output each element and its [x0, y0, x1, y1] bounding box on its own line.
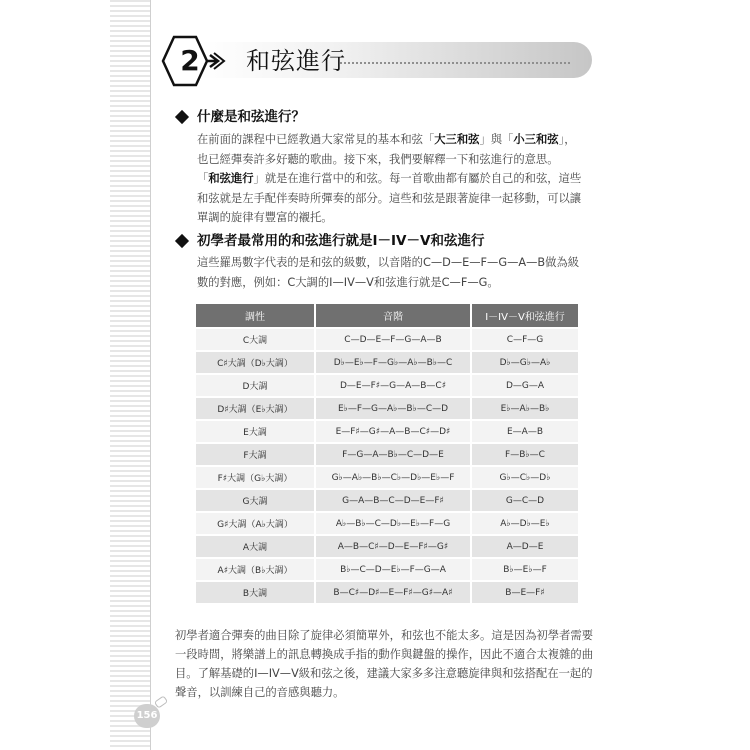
key-cell: G大調 — [196, 490, 314, 511]
key-cell: F大調 — [196, 444, 314, 465]
term-chord-progression: 和弦進行 — [208, 172, 254, 185]
chapter-title: 和弦進行 — [246, 47, 346, 75]
scale-cell: E—F♯—G♯—A—B—C♯—D♯ — [316, 421, 470, 442]
scale-cell: D—E—F♯—G—A—B—C♯ — [316, 375, 470, 396]
paragraph — [197, 169, 582, 228]
scale-cell: D♭—E♭—F—G♭—A♭—B♭—C — [316, 352, 470, 373]
key-cell: F♯大調（G♭大調） — [196, 467, 314, 488]
section-body-i-iv-v — [197, 253, 582, 292]
text-span: 在前面的課程中已經教過大家常見的基本和弦「 — [197, 133, 435, 146]
table-header-row — [196, 304, 578, 327]
table-row — [196, 513, 578, 534]
page-number: 156 — [134, 704, 160, 728]
scale-cell: F—G—A—B♭—C—D—E — [316, 444, 470, 465]
table-row — [196, 398, 578, 419]
chords-cell: E—A—B — [472, 421, 578, 442]
table-row — [196, 467, 578, 488]
text-span: 「 — [197, 172, 209, 185]
section-body-what-is — [197, 130, 582, 228]
key-cell: B大調 — [196, 582, 314, 603]
scale-cell: B♭—C—D—E♭—F—G—A — [316, 559, 470, 580]
scale-cell: A—B—C♯—D—E—F♯—G♯ — [316, 536, 470, 557]
chords-cell: A♭—D♭—E♭ — [472, 513, 578, 534]
term-major-triad: 大三和弦 — [434, 133, 480, 146]
margin-rule — [150, 0, 151, 750]
text-span: 」與「 — [479, 133, 514, 146]
chords-cell: C—F—G — [472, 329, 578, 350]
chords-cell: F—B♭—C — [472, 444, 578, 465]
paragraph: 這些羅馬數字代表的是和弦的級數，以音階的C—D—E—F—G—A—B做為級數的對應，例如：C大調的I—IV—V和弦進行就是C—F—G。 — [197, 256, 580, 289]
diamond-bullet-icon — [175, 109, 189, 123]
term-minor-triad: 小三和弦 — [513, 133, 559, 146]
table-header-cell: 音階 — [316, 304, 470, 327]
chord-progression-table — [196, 304, 578, 605]
key-cell: C大調 — [196, 329, 314, 350]
section-heading-text: 什麼是和弦進行？ — [197, 109, 305, 125]
text-span: 」就是在進行當中的和弦。每一首歌曲都有屬於自己的和弦，這些和弦就是左手配伴奏時所彈奏的部分。這些和弦是跟著旋律一起移動，可以讓單調的旋律有豐富的襯托。 — [197, 172, 582, 224]
chords-cell: G♭—C♭—D♭ — [472, 467, 578, 488]
section-heading-text: 初學者最常用的和弦進行就是I－IV－V和弦進行 — [197, 233, 485, 249]
key-cell: C♯大調（D♭大調） — [196, 352, 314, 373]
scale-cell: E♭—F—G—A♭—B♭—C—D — [316, 398, 470, 419]
table-row — [196, 352, 578, 373]
section-heading-what-is — [175, 108, 305, 126]
chords-cell: A—D—E — [472, 536, 578, 557]
scale-cell: B—C♯—D♯—E—F♯—G♯—A♯ — [316, 582, 470, 603]
scale-cell: A♭—B♭—C—D♭—E♭—F—G — [316, 513, 470, 534]
table-row — [196, 421, 578, 442]
table-row — [196, 375, 578, 396]
table-header-cell: I－IV－V和弦進行 — [472, 304, 578, 327]
chords-cell: G—C—D — [472, 490, 578, 511]
margin-stripes — [110, 0, 150, 750]
table-row — [196, 444, 578, 465]
table-row — [196, 536, 578, 557]
key-cell: A♯大調（B♭大調） — [196, 559, 314, 580]
chords-cell: B♭—E♭—F — [472, 559, 578, 580]
chords-cell: B—E—F♯ — [472, 582, 578, 603]
key-cell: A大調 — [196, 536, 314, 557]
key-cell: D大調 — [196, 375, 314, 396]
paragraph: 初學者適合彈奏的曲目除了旋律必須簡單外，和弦也不能太多。這是因為初學者需要一段時間，將樂譜上的訊息轉換成手指的動作與鍵盤的操作，因此不適合太複雜的曲目。了解基礎的I—IV—V級和弦之後，建議大家多多注意聽旋律與和弦搭配在一起的聲音，以訓練自己的音感與聽力。 — [175, 629, 593, 699]
table-row — [196, 559, 578, 580]
table-header-cell: 調性 — [196, 304, 314, 327]
chords-cell: D♭—G♭—A♭ — [472, 352, 578, 373]
chords-cell: E♭—A♭—B♭ — [472, 398, 578, 419]
table-row — [196, 582, 578, 603]
paragraph — [197, 130, 582, 169]
scale-cell: C—D—E—F—G—A—B — [316, 329, 470, 350]
chapter-title-dotted-line — [340, 62, 570, 66]
table-row — [196, 490, 578, 511]
key-cell: E大調 — [196, 421, 314, 442]
scale-cell: G—A—B—C—D—E—F♯ — [316, 490, 470, 511]
chapter-number: 2 — [180, 44, 200, 77]
section-heading-i-iv-v — [175, 232, 484, 250]
key-cell: G♯大調（A♭大調） — [196, 513, 314, 534]
key-cell: D♯大調（E♭大調） — [196, 398, 314, 419]
text-span: 」，也已經彈奏許多好聽的歌曲。接下來，我們要解釋一下和弦進行的意思。 — [197, 133, 576, 166]
diamond-bullet-icon — [175, 233, 189, 247]
table-row — [196, 329, 578, 350]
closing-paragraph — [175, 626, 595, 702]
scale-cell: G♭—A♭—B♭—C♭—D♭—E♭—F — [316, 467, 470, 488]
chords-cell: D—G—A — [472, 375, 578, 396]
